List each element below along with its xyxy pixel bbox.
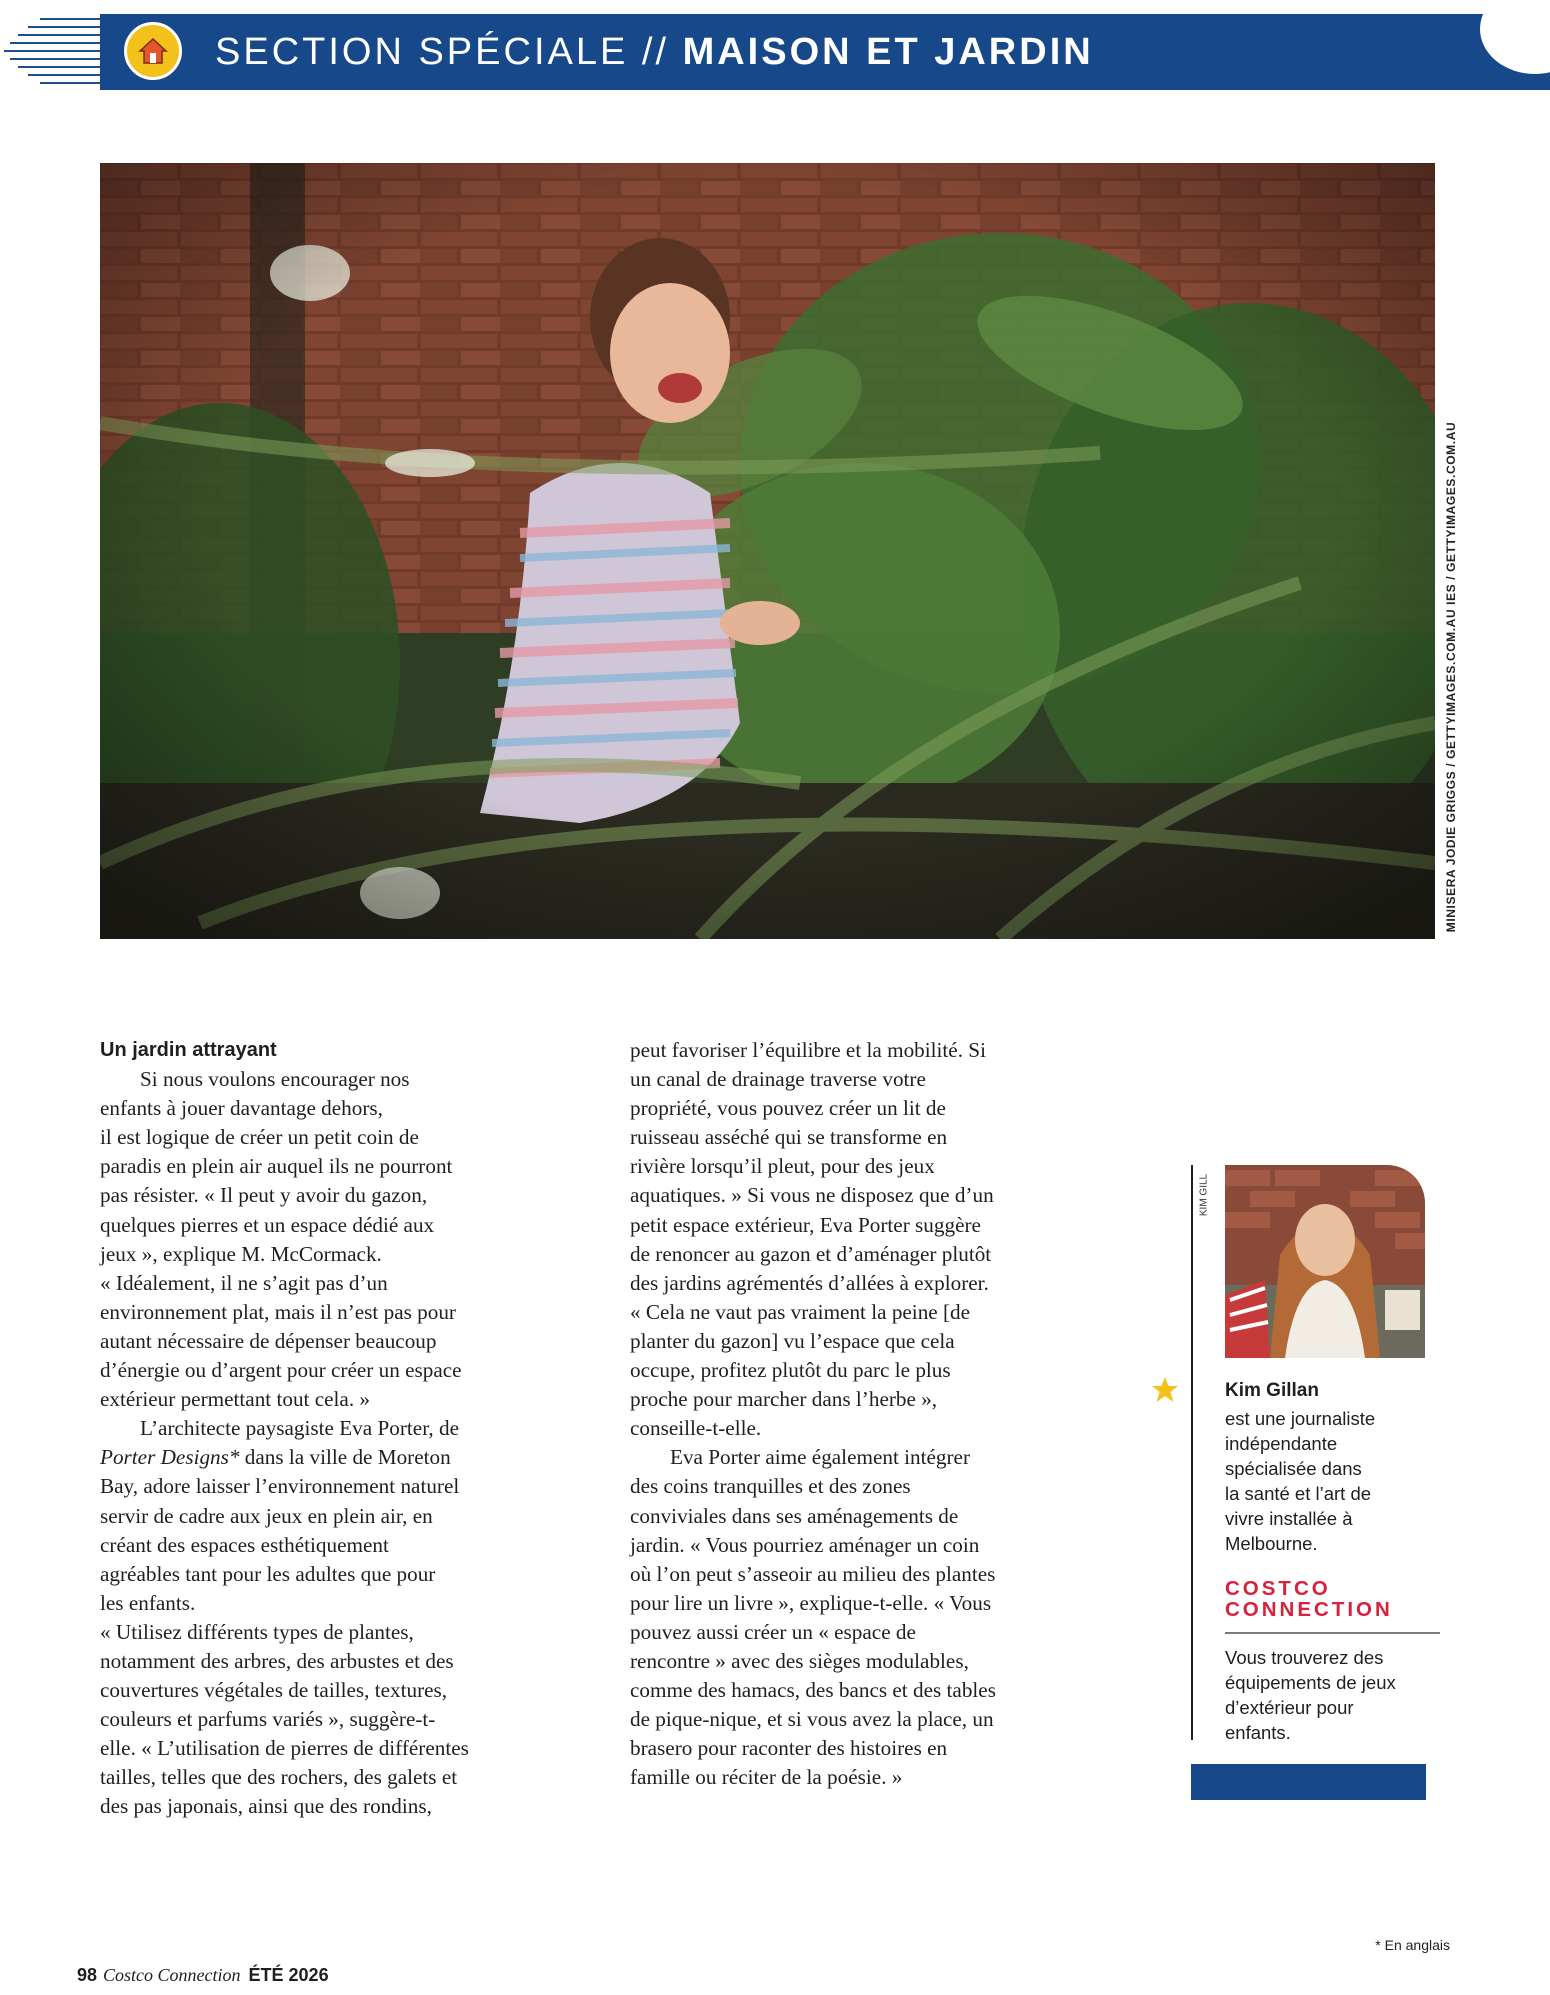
article-column-left	[100, 1036, 580, 1822]
footnote: * En anglais	[1375, 1937, 1450, 1953]
article-subhead: Un jardin attrayant	[100, 1039, 277, 1061]
issue-label: ÉTÉ 2026	[248, 1965, 329, 1985]
sidebar-divider	[1225, 1632, 1440, 1634]
child-garden-photo	[100, 163, 1435, 939]
section-label: SECTION SPÉCIALE //	[215, 31, 683, 73]
sidebar-bar	[1191, 1764, 1426, 1800]
section-header	[100, 14, 1550, 90]
company-name: Porter Designs*	[100, 1445, 240, 1470]
section-title	[215, 14, 1094, 90]
magazine-name: Costco Connection	[103, 1965, 241, 1985]
article-paragraph: Eva Porter aime également intégrer des coins tranquilles et des zones conviviales dans ses aménagements de jardin. « Vous pourriez aménager un coin où l’on peut s’asseoir au milieu des plantes pour lire un livre », explique-t-elle. « Vous pouvez aussi créer un « espace de rencontre » avec des sièges modulables, comme des hamacs, des bancs et des tables de pique-nique, et si vous avez la place, un brasero pour raconter des histoires en famille ou réciter de la poésie. »	[630, 1445, 996, 1790]
sidebar-rule	[1191, 1165, 1193, 1740]
article-paragraph: peut favoriser l’équilibre et la mobilité. Si un canal de drainage traverse votre propriété, vous pouvez créer un lit de ruisseau asséché qui se transforme en rivière lorsqu’il pleut, pour des jeux aquatiques. » Si vous ne disposez que d’un petit espace extérieur, Eva Porter suggère de renoncer au gazon et d’aménager plutôt des jardins agrémentés d’allées à explorer. « Cela ne vaut pas vraiment la peine [de planter du gazon] vu l’espace que cela occupe, profitez plutôt du parc le plus proche pour marcher dans l’herbe », conseille-t-elle.	[630, 1038, 994, 1441]
house-icon	[124, 22, 182, 80]
corner-decoration	[1480, 0, 1550, 74]
page-footer	[77, 1965, 329, 1986]
author-portrait	[1225, 1165, 1425, 1358]
author-name: Kim Gillan	[1225, 1380, 1319, 1401]
article-paragraph: Si nous voulons encourager nos enfants à jouer davantage dehors, il est logique de créer un petit coin de paradis en plein air auquel ils ne pourront pas résister. « Il peut y avoir du gazon, quelques pierres et un espace dédié aux jeux », explique M. McCormack. « Idéalement, il ne s’agit pas d’un environnement plat, mais il n’est pas pour autant nécessaire de dépenser beaucoup d’énergie ou d’argent pour créer un espace extérieur permettant tout cela. »	[100, 1067, 462, 1412]
page-number: 98	[77, 1965, 98, 1985]
article-paragraph: L’architecte paysagiste Eva Porter, de Porter Designs* dans la ville de Moreton Bay, adore laisser l’environnement naturel servir de cadre aux jeux en plein air, en créant des espaces esthétiquement agréables tant pour les adultes que pour les enfants. « Utilisez différents types de plantes, notamment des arbres, des arbustes et des couvertures végétales de tailles, textures, couleurs et parfums variés », suggère-t- elle. « L’utilisation de pierres de différentes tailles, telles que des rochers, des galets et des pas japonais, ainsi que des rondins,	[100, 1416, 469, 1819]
header-stripes	[0, 14, 100, 90]
costco-connection-logo: COSTCO CONNECTION	[1225, 1577, 1393, 1621]
article-column-middle	[630, 1036, 1105, 1792]
star-icon	[1150, 1375, 1180, 1405]
costco-connection-text: Vous trouverez des équipements de jeux d’extérieur pour enfants.	[1225, 1647, 1396, 1743]
author-photo-credit: KIM GILL	[1198, 1173, 1210, 1217]
section-name: MAISON ET JARDIN	[682, 31, 1094, 73]
photo-credit: MINISERA JODIE GRIGGS / GETTYIMAGES.COM.AU IES / GETTYIMAGES.COM.AU	[1444, 421, 1458, 933]
author-bio: est une journaliste indépendante spécialisée dans la santé et l’art de vivre installée à Melbourne.	[1225, 1408, 1376, 1554]
